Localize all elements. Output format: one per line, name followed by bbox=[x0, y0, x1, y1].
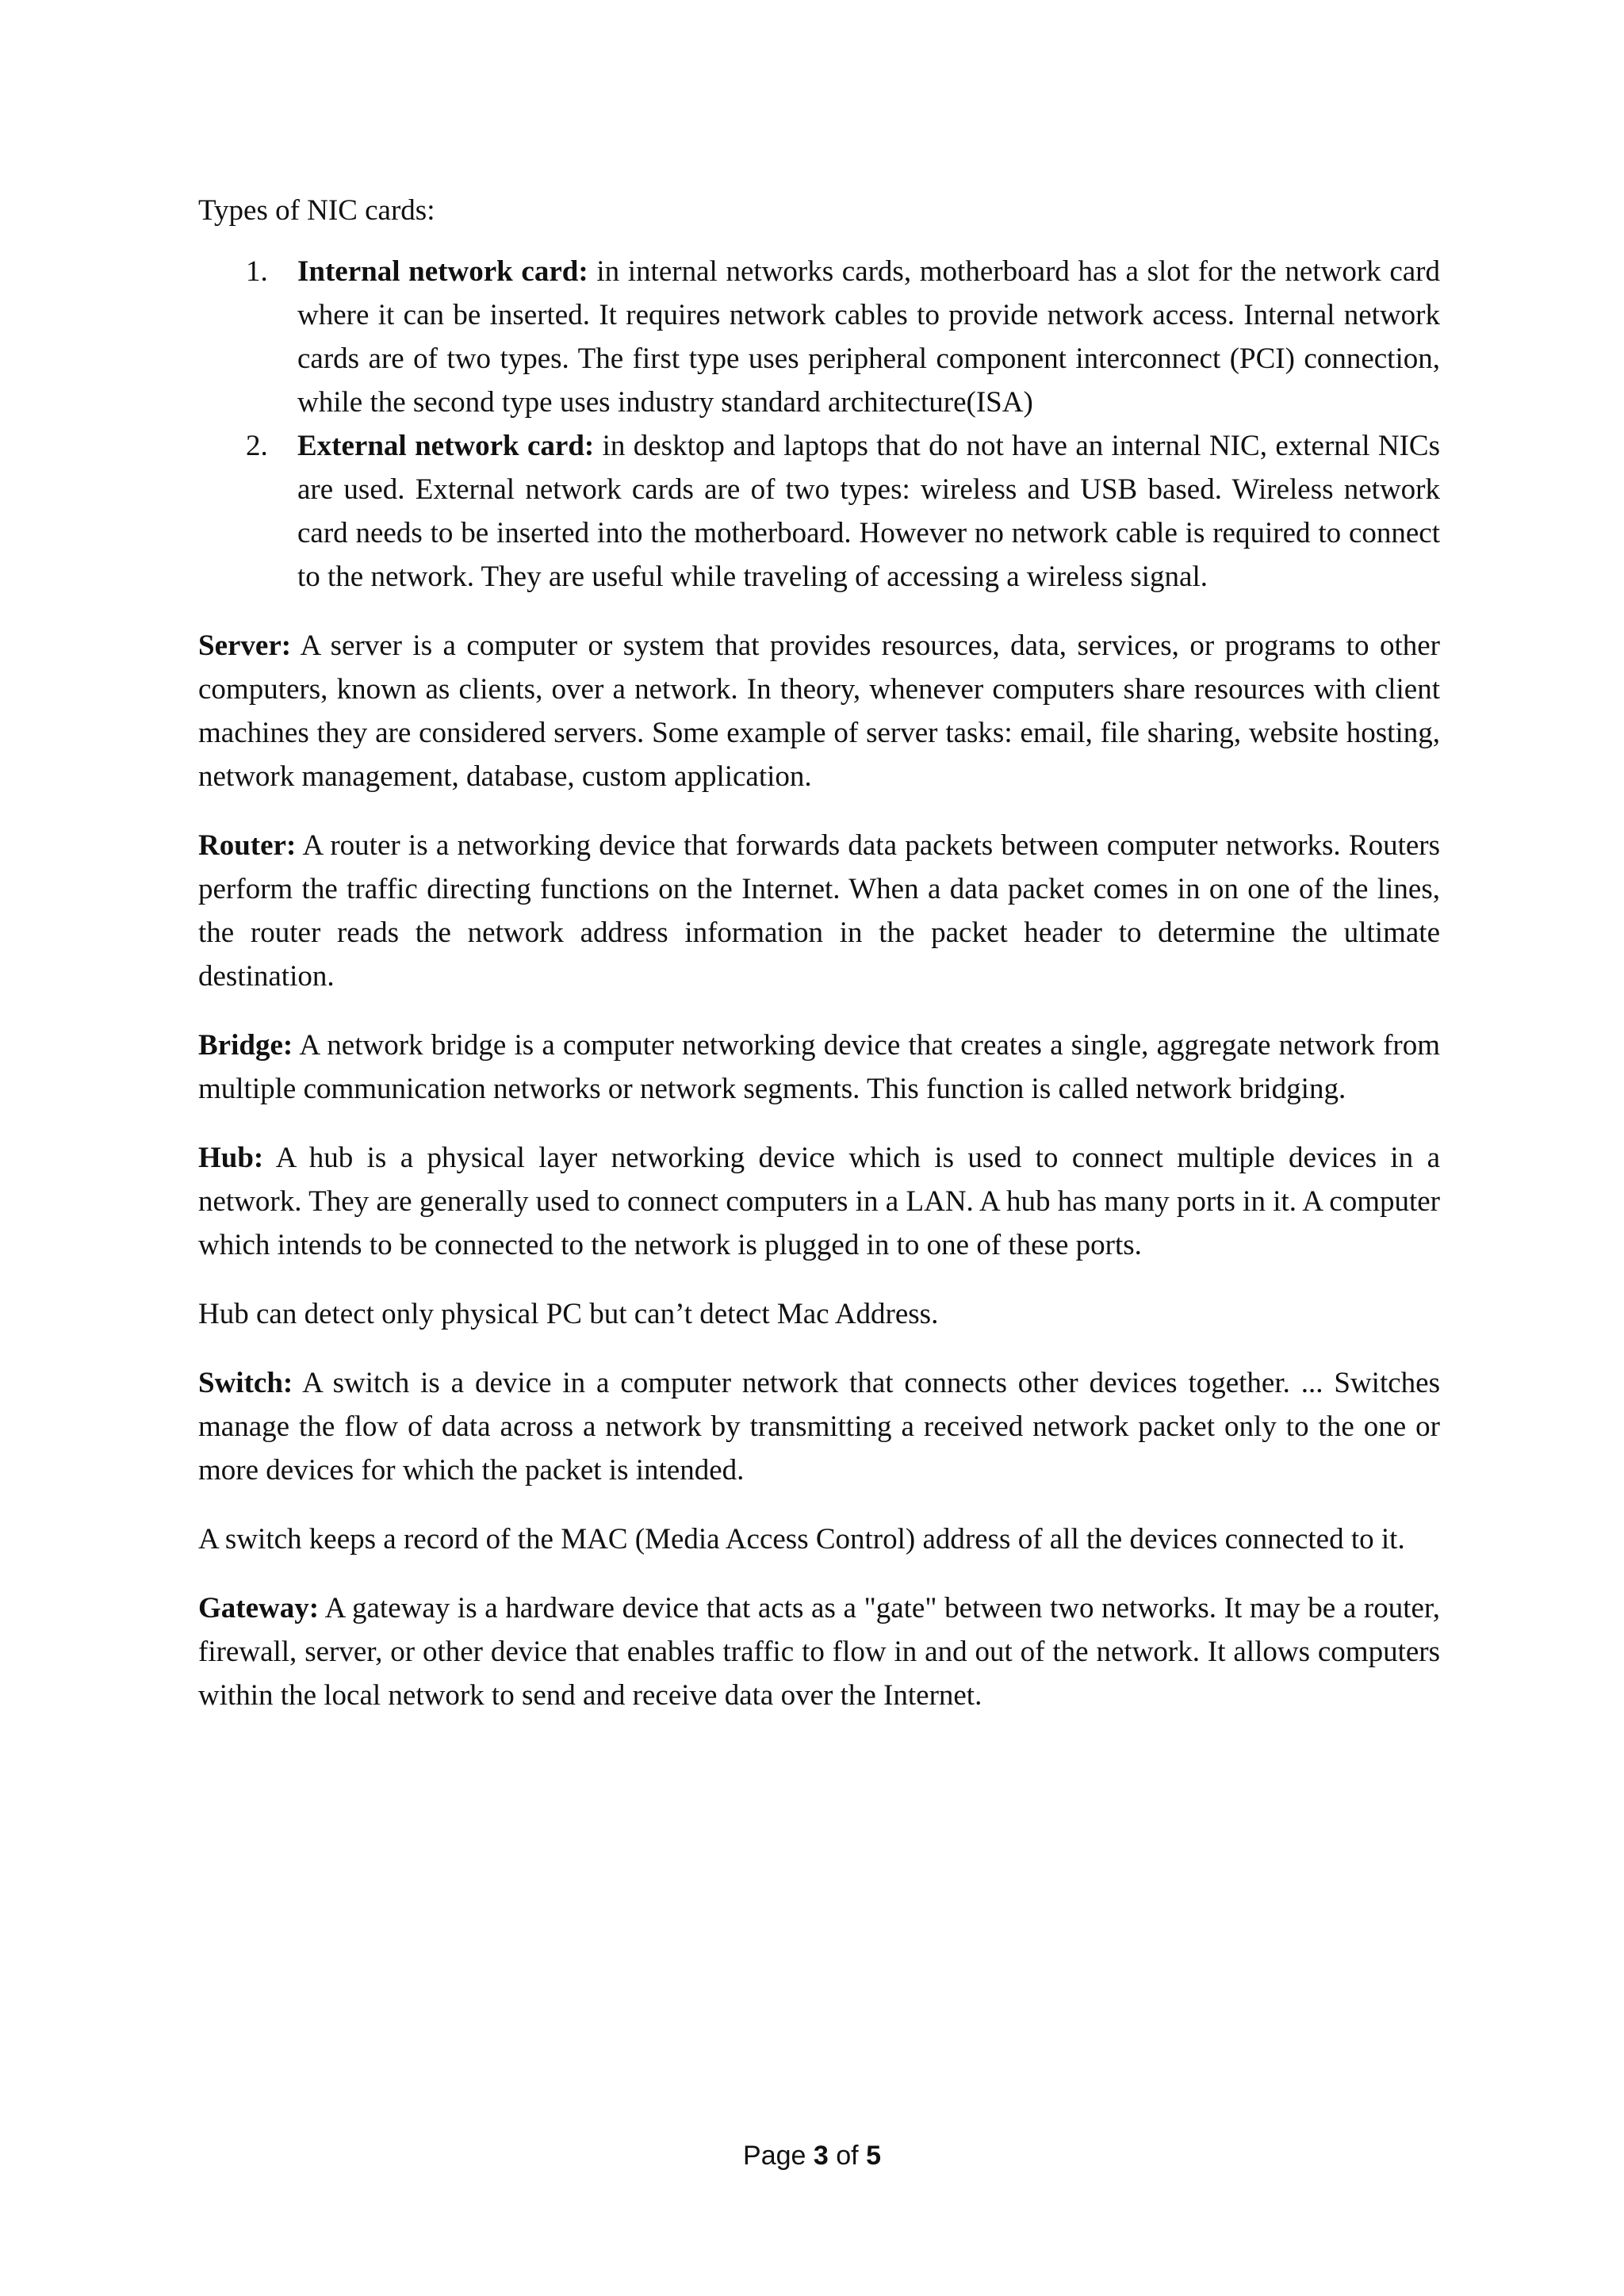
term-router: Router: bbox=[198, 829, 297, 862]
list-number: 2. bbox=[246, 430, 268, 462]
nic-intro: Types of NIC cards: bbox=[198, 194, 435, 227]
document-page bbox=[198, 189, 1440, 1743]
term-server: Server: bbox=[198, 629, 292, 662]
bridge-text: A network bridge is a computer networking device that creates a single, aggregate network from multiple communication networks or network segments. This function is called network bridging. bbox=[198, 1029, 1440, 1105]
page-label: Page bbox=[743, 2141, 806, 2171]
switch-paragraph bbox=[198, 1361, 1440, 1492]
hub-paragraph bbox=[198, 1136, 1440, 1267]
page-footer bbox=[0, 2141, 1624, 2172]
bridge-paragraph bbox=[198, 1024, 1440, 1111]
router-paragraph bbox=[198, 824, 1440, 998]
term-switch: Switch: bbox=[198, 1367, 293, 1399]
current-page-number: 3 bbox=[813, 2141, 829, 2171]
term-bridge: Bridge: bbox=[198, 1029, 293, 1062]
hub-text: A hub is a physical layer networking device which is used to connect multiple devices in a network. They are generally used to connect computers in a LAN. A hub has many ports in it. A computer which intends to be connected to the network is plugged in to one of these ports. bbox=[198, 1142, 1440, 1261]
external-network-card-text: in desktop and laptops that do not have an internal NIC, external NICs are used. External network cards are of two types: wireless and USB based. Wireless network card needs to be inserted into the motherboard. However no network cable is required to connect to the network. They are useful while traveling of accessing a wireless signal. bbox=[297, 430, 1440, 593]
router-text: A router is a networking device that forwards data packets between computer networks. Routers perform the traffic directing functions on the Internet. When a data packet comes in on one of the lines, the router reads the network address information in the packet header to determine the ultimate destination. bbox=[198, 829, 1440, 993]
switch-text: A switch is a device in a computer network that connects other devices together. ... Switches manage the flow of data across a network by transmitting a received network packet only to the one or more devices for which the packet is intended. bbox=[198, 1367, 1440, 1487]
of-label: of bbox=[836, 2141, 859, 2171]
nic-types-list bbox=[198, 250, 1440, 599]
gateway-text: A gateway is a hardware device that acts as a "gate" between two networks. It may be a router, firewall, server, or other device that enables traffic to flow in and out of the network. It allows computers within the local network to send and receive data over the Internet. bbox=[198, 1592, 1440, 1712]
term-internal-network-card: Internal network card: bbox=[297, 255, 588, 288]
hub-note-paragraph: Hub can detect only physical PC but can’t detect Mac Address. bbox=[198, 1298, 939, 1330]
term-external-network-card: External network card: bbox=[297, 430, 595, 462]
list-item bbox=[198, 250, 1440, 424]
switch-note-paragraph: A switch keeps a record of the MAC (Media Access Control) address of all the devices connected to it. bbox=[198, 1523, 1405, 1556]
term-gateway: Gateway: bbox=[198, 1592, 320, 1624]
term-hub: Hub: bbox=[198, 1142, 264, 1174]
list-number: 1. bbox=[246, 255, 268, 288]
list-item bbox=[198, 424, 1440, 599]
server-text: A server is a computer or system that provides resources, data, services, or programs to other computers, known as clients, over a network. In theory, whenever computers share resources with client machines they are considered servers. Some example of server tasks: email, file sharing, website hosting, network management, database, custom application. bbox=[198, 629, 1440, 793]
server-paragraph bbox=[198, 624, 1440, 798]
total-page-count: 5 bbox=[866, 2141, 881, 2171]
gateway-paragraph bbox=[198, 1586, 1440, 1717]
internal-network-card-text: in internal networks cards, motherboard has a slot for the network card where it can be inserted. It requires network cables to provide network access. Internal network cards are of two types. The first type uses peripheral component interconnect (PCI) connection, while the second type uses industry standard architecture(ISA) bbox=[297, 255, 1440, 419]
